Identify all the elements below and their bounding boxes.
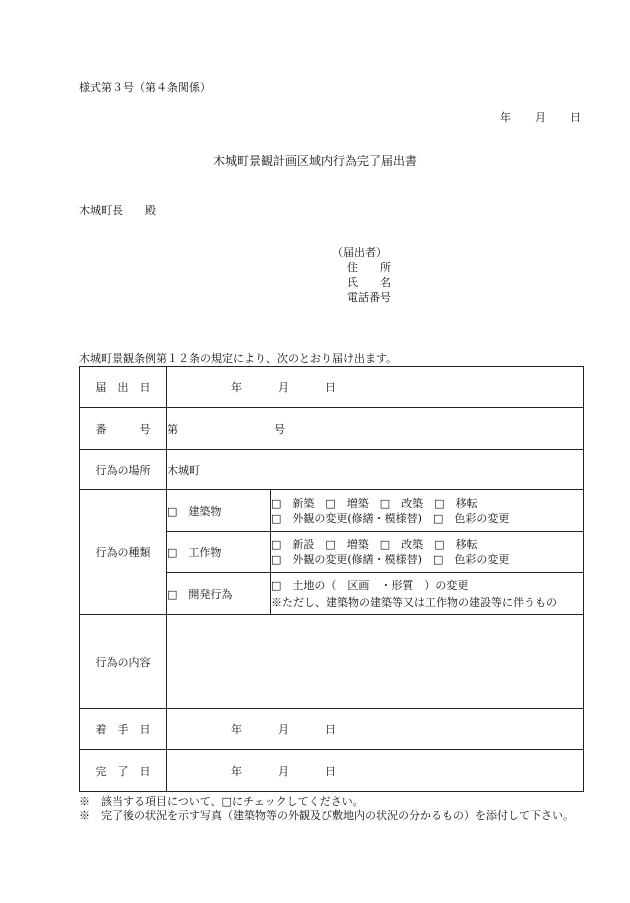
form-number: 様式第３号（第４条関係）: [79, 81, 211, 94]
date-day: 日: [570, 111, 581, 124]
filing-month: 月: [278, 381, 289, 394]
row-start-date: [80, 709, 584, 750]
start-day: 日: [325, 723, 336, 736]
start-date-field[interactable]: [167, 709, 584, 750]
development-options[interactable]: [271, 573, 584, 615]
number-prefix: 第: [167, 422, 178, 436]
completion-month: 月: [278, 764, 289, 778]
filing-day: 日: [325, 381, 336, 394]
row-completion-date: [80, 750, 584, 792]
applicant-block: [332, 245, 391, 305]
date-year: 年: [500, 111, 511, 124]
row-filing-date: [80, 367, 584, 408]
addressee: 木城町長 殿: [79, 204, 156, 217]
building-options[interactable]: [271, 490, 584, 532]
row-type-building: [80, 490, 584, 532]
structure-options-line1[interactable]: □ 新設 □ 増築 □ 改築 □ 移転: [271, 538, 478, 551]
structure-options-line2[interactable]: □ 外観の変更(修繕・模様替) □ 色彩の変更: [271, 553, 510, 566]
row-content: [80, 615, 584, 709]
completion-date-field[interactable]: [167, 750, 584, 792]
note-checkbox-instruction: ※ 該当する項目について、□にチェックしてください。: [79, 795, 364, 808]
phone-label: 電話番号: [347, 291, 391, 304]
location-label: 行為の場所: [80, 450, 167, 490]
development-note: ※ただし、建築物の建築等又は工作物の建設等に伴うもの: [271, 595, 557, 609]
address-label: 住 所: [347, 261, 391, 274]
structure-checkbox[interactable]: □ 工作物: [167, 532, 271, 573]
note-photo-attachment: ※ 完了後の状況を示す写真（建築物等の外観及び敷地内の状況の分かるもの）を添付して下さい。: [79, 809, 574, 822]
type-label: 行為の種類: [80, 490, 167, 615]
row-location: [80, 450, 584, 490]
number-suffix: 号: [274, 422, 285, 436]
filing-date-field[interactable]: [167, 367, 584, 408]
number-field[interactable]: [167, 408, 584, 450]
building-options-line1[interactable]: □ 新築 □ 増築 □ 改築 □ 移転: [271, 496, 478, 510]
start-month: 月: [278, 723, 289, 736]
filing-form-table: [79, 366, 584, 792]
development-options-line1[interactable]: □ 土地の（ 区画 ・形質 ）の変更: [271, 578, 469, 592]
start-date-label: 着 手 日: [80, 709, 167, 750]
development-checkbox[interactable]: □ 開発行為: [167, 573, 271, 615]
structure-options[interactable]: [271, 532, 584, 573]
name-label: 氏 名: [347, 276, 391, 289]
document-title: 木城町景観計画区域内行為完了届出書: [212, 154, 417, 168]
row-number: [80, 408, 584, 450]
completion-year: 年: [231, 764, 242, 778]
date-month: 月: [535, 111, 546, 124]
content-field[interactable]: [167, 615, 584, 709]
number-label: 番 号: [80, 408, 167, 450]
intro-text: 木城町景観条例第１２条の規定により、次のとおり届け出ます。: [79, 352, 398, 365]
filing-year: 年: [231, 381, 242, 394]
location-field[interactable]: 木城町: [167, 450, 584, 490]
applicant-heading: （届出者）: [332, 246, 387, 259]
completion-date-label: 完 了 日: [80, 750, 167, 792]
filing-date-label: 届 出 日: [80, 367, 167, 408]
building-options-line2[interactable]: □ 外観の変更(修繕・模様替) □ 色彩の変更: [271, 511, 510, 525]
start-year: 年: [231, 723, 242, 736]
completion-day: 日: [325, 764, 336, 778]
date-header: [500, 109, 581, 125]
content-label: 行為の内容: [80, 615, 167, 709]
building-checkbox[interactable]: □ 建築物: [167, 490, 271, 532]
